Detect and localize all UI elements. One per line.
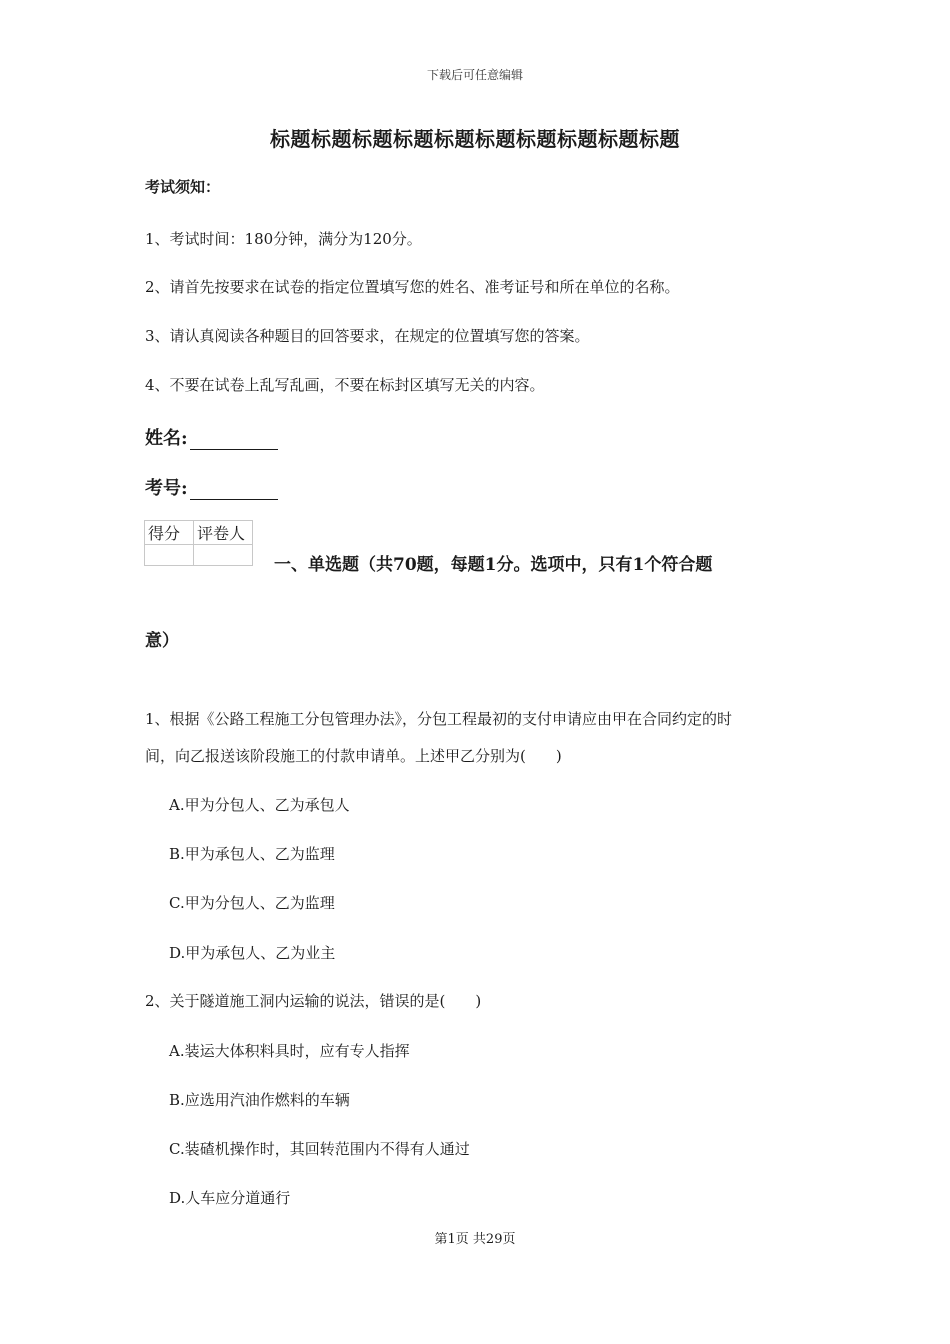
notice-rule-1: 1、考试时间：180分钟，满分为120分。: [145, 230, 422, 248]
question-2-option-c: C.装碴机操作时，其回转范围内不得有人通过: [169, 1140, 470, 1158]
notice-rule-2: 2、请首先按要求在试卷的指定位置填写您的姓名、准考证号和所在单位的名称。: [145, 278, 680, 296]
question-1-option-b: B.甲为承包人、乙为监理: [169, 845, 335, 863]
score-header: 得分: [145, 521, 194, 545]
notice-rule-4: 4、不要在试卷上乱写乱画，不要在标封区填写无关的内容。: [145, 376, 545, 394]
score-table: [144, 520, 253, 566]
name-blank[interactable]: [190, 431, 278, 450]
notice-heading: 考试须知：: [145, 178, 221, 196]
notice-rule-3: 3、请认真阅读各种题目的回答要求，在规定的位置填写您的答案。: [145, 327, 590, 345]
document-title: 标题标题标题标题标题标题标题标题标题标题: [270, 127, 680, 151]
name-field: [145, 424, 278, 450]
question-1-option-c: C.甲为分包人、乙为监理: [169, 894, 335, 912]
exam-id-blank[interactable]: [190, 481, 278, 500]
grader-header: 评卷人: [194, 521, 253, 545]
question-2-option-b: B.应选用汽油作燃料的车辆: [169, 1091, 350, 1109]
question-1-stem: 1、根据《公路工程施工分包管理办法》，分包工程最初的支付申请应由甲在合同约定的时: [145, 710, 733, 728]
question-2-option-d: D.人车应分道通行: [169, 1189, 291, 1207]
section-heading-cont: 意）: [145, 631, 179, 651]
grader-cell[interactable]: [194, 545, 253, 566]
section-heading: 一、单选题（共70题，每题1分。选项中，只有1个符合题: [274, 555, 713, 575]
score-cell[interactable]: [145, 545, 194, 566]
question-1-option-d: D.甲为承包人、乙为业主: [169, 944, 336, 962]
question-2-stem: 2、关于隧道施工洞内运输的说法，错误的是( ): [145, 992, 482, 1010]
question-1-stem-cont: 间，向乙报送该阶段施工的付款申请单。上述甲乙分别为( ): [145, 747, 562, 765]
name-label: 姓名:: [145, 428, 188, 449]
exam-id-field: [145, 474, 278, 500]
header-note: 下载后可任意编辑: [426, 68, 523, 82]
page-footer: 第1页 共29页: [434, 1232, 516, 1247]
question-1-option-a: A.甲为分包人、乙为承包人: [169, 796, 350, 814]
exam-id-label: 考号:: [145, 478, 188, 499]
question-2-option-a: A.装运大体积料具时，应有专人指挥: [169, 1042, 410, 1060]
